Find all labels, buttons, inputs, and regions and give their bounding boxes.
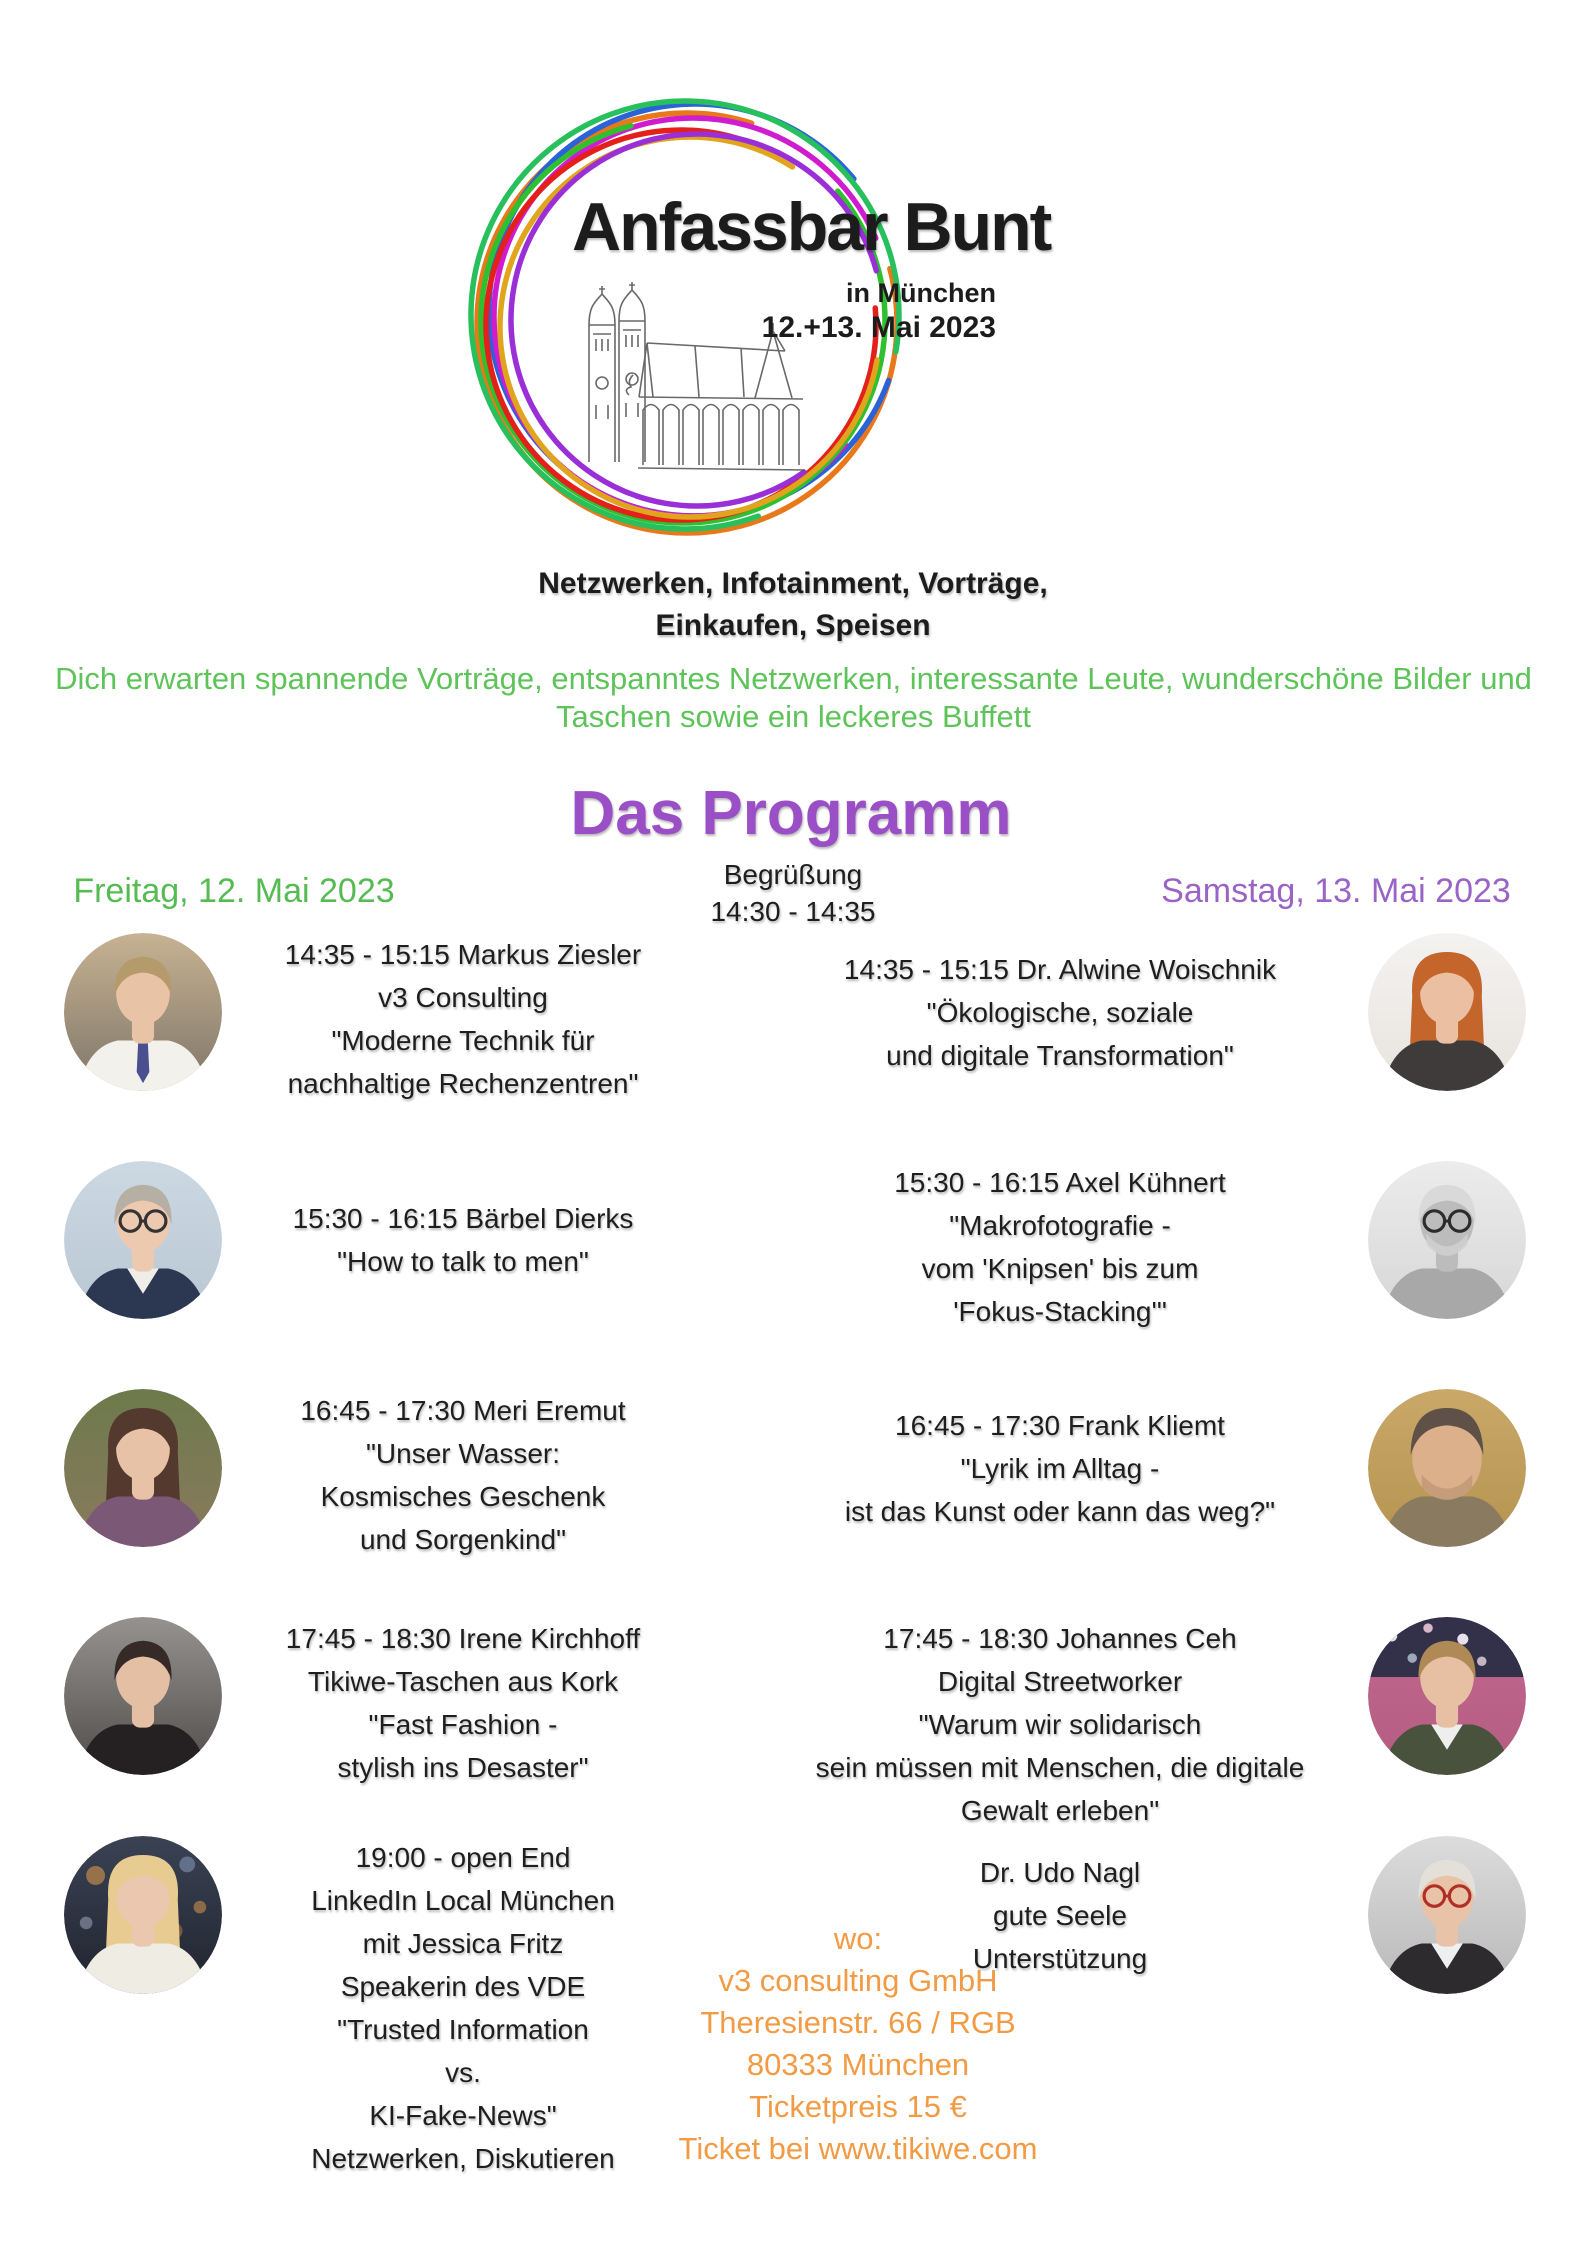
entry-line: 17:45 - 18:30 Irene Kirchhoff [285,1623,641,1654]
entry-line: "How to talk to men" [337,1246,589,1277]
entry-text [222,1389,704,1561]
logo-subtitle [700,277,996,346]
entry-line: 15:30 - 16:15 Bärbel Dierks [292,1203,634,1234]
entry-line: 16:45 - 17:30 Frank Kliemt [895,1409,1225,1441]
footer-line: v3 consulting GmbH [718,1963,998,1998]
program-row-saturday-3 [760,1389,1526,1547]
program-row-saturday-1 [760,933,1526,1091]
logo-dates: 12.+13. Mai 2023 [761,311,996,344]
logo-title: Anfassbar Bunt [572,189,1051,265]
entry-line: vs. [445,2057,481,2088]
speaker-photo-irene-kirchhoff [64,1617,222,1775]
entry-text [760,1389,1360,1547]
entry-line: "Lyrik im Alltag - [960,1452,1160,1484]
speaker-photo-meri-eremut [64,1389,222,1547]
program-row-friday-3 [64,1389,704,1561]
entry-line: 14:35 - 15:15 Dr. Alwine Woischnik [843,953,1277,985]
entry-line: Kosmisches Geschenk [320,1481,606,1512]
entry-line: "Makrofotografie - [949,1210,1171,1241]
speaker-photo-b-rbel-dierks [64,1161,222,1319]
speaker-photo-johannes-ceh [1368,1617,1526,1775]
program-row-friday-1 [64,933,704,1105]
speaker-photo-jessica-fritz [64,1836,222,1994]
program-row-saturday-2 [760,1161,1526,1333]
entry-line: 15:30 - 16:15 Axel Kühnert [894,1167,1226,1198]
entry-line: sein müssen mit Menschen, die digitale [815,1752,1305,1783]
program-row-saturday-4 [760,1617,1526,1832]
entry-text [222,1617,704,1789]
welcome-title: Begrüßung [723,859,863,890]
intro-line-1: Dich erwarten spannende Vorträge, entspanntes Netzwerken, interessante Leute, wunderschöne Bilder und [55,661,1532,696]
entry-text [222,1161,704,1319]
speaker-photo-axel-k-hnert [1368,1161,1526,1319]
entry-line: Gewalt erleben" [960,1795,1160,1826]
footer-line: wo: [833,1921,883,1956]
speaker-photo-dr-alwine-woischnik [1368,933,1526,1091]
entry-line: vom 'Knipsen' bis zum [921,1253,1199,1284]
logo-location: in München [846,278,996,308]
entry-line: Digital Streetworker [937,1666,1183,1697]
intro-line-2: Taschen sowie ein leckeres Buffett [555,699,1032,734]
ticket-url-line: Ticket bei www.tikiwe.com [678,2131,1038,2166]
entry-line: 19:00 - open End [355,1842,571,1873]
entry-line: mit Jessica Fritz [362,1928,564,1959]
entry-line: "Trusted Information [337,2014,589,2045]
entry-text [222,933,704,1105]
speaker-photo-dr-udo-nagl [1368,1836,1526,1994]
saturday-header: Samstag, 13. Mai 2023 [1161,872,1511,910]
program-row-friday-4 [64,1617,704,1789]
entry-line: "Fast Fashion - [368,1709,558,1740]
entry-line: "Ökologische, soziale [926,996,1194,1028]
speaker-photo-markus-ziesler [64,933,222,1091]
welcome-time: 14:30 - 14:35 [710,896,876,927]
entry-line: ist das Kunst oder kann das weg?" [844,1495,1276,1527]
footer-line: Ticketpreis 15 € [749,2089,967,2124]
entry-line: "Warum wir solidarisch [918,1709,1202,1740]
tagline-line-2: Einkaufen, Speisen [655,609,931,642]
program-row-friday-2 [64,1161,704,1319]
program-heading: Das Programm [570,779,1012,848]
entry-line: stylish ins Desaster" [337,1752,589,1783]
entry-line: und digitale Transformation" [886,1039,1234,1071]
venue-ticket-info [508,1918,1208,2170]
entry-line: 17:45 - 18:30 Johannes Ceh [883,1623,1237,1654]
speaker-photo-frank-kliemt [1368,1389,1526,1547]
footer-line: 80333 München [746,2047,970,2082]
tagline-line-1: Netzwerken, Infotainment, Vorträge, [538,567,1048,600]
entry-text [760,1161,1360,1333]
entry-line: "Unser Wasser: [365,1438,561,1469]
entry-line: Dr. Udo Nagl [979,1856,1141,1888]
entry-line: Tikiwe-Taschen aus Kork [307,1666,619,1697]
entry-line: KI-Fake-News" [369,2100,557,2131]
welcome-block [643,856,943,930]
entry-line: v3 Consulting [378,982,548,1013]
entry-text [760,933,1360,1091]
event-tagline [293,563,1293,647]
entry-line: gute Seele [993,1899,1127,1931]
entry-line: LinkedIn Local München [311,1885,615,1916]
entry-text [760,1617,1360,1832]
entry-line: Netzwerken, Diskutieren [311,2143,615,2174]
friday-header: Freitag, 12. Mai 2023 [73,872,395,910]
entry-line: 16:45 - 17:30 Meri Eremut [300,1395,626,1426]
entry-line: Unterstützung [972,1942,1148,1974]
entry-line: "Moderne Technik für [331,1025,595,1056]
intro-text [0,660,1587,736]
footer-line: Theresienstr. 66 / RGB [700,2005,1016,2040]
entry-line: 14:35 - 15:15 Markus Ziesler [284,939,642,970]
entry-line: nachhaltige Rechenzentren" [287,1068,639,1099]
entry-line: Speakerin des VDE [340,1971,586,2002]
entry-line: 'Fokus-Stacking'" [953,1296,1167,1327]
entry-line: und Sorgenkind" [359,1524,567,1555]
